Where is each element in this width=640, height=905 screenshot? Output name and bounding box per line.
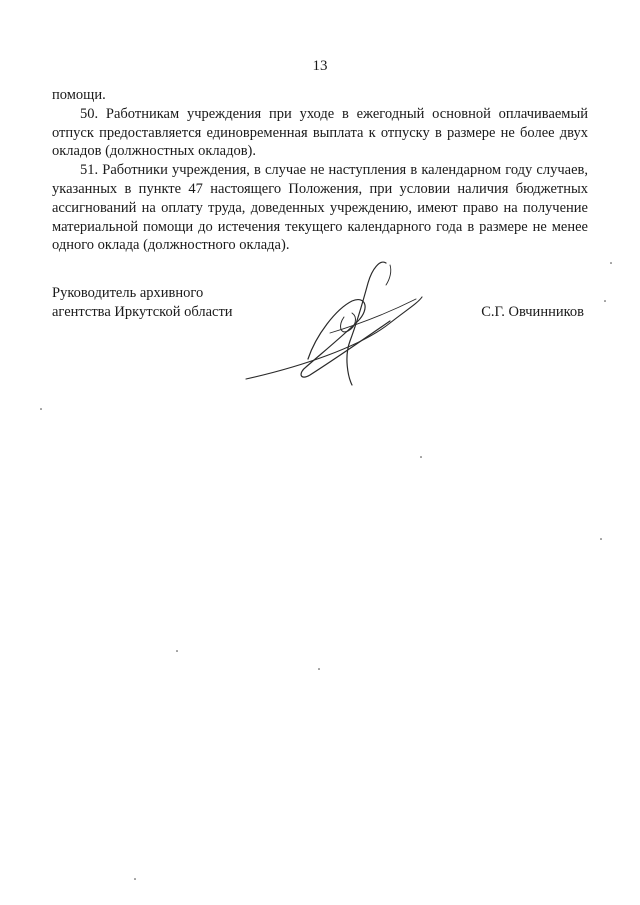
paragraph-continuation: помощи. (52, 87, 106, 103)
signatory-title-line-2: агентства Иркутской области (52, 303, 233, 320)
handwritten-signature (240, 255, 440, 395)
scan-speck (134, 878, 136, 880)
signatory-title-line-1: Руководитель архивного (52, 285, 204, 301)
page-number: 13 (312, 58, 328, 74)
scan-speck (318, 668, 320, 670)
scan-speck (600, 538, 602, 540)
paragraph-51: 51. Работники учреждения, в случае не наступления в календарном году случаев, указанных в пункте 47 настоящего Положения, при условии наличия бюджетных ассигнований на оплату труда, доведенных учреждению, имеют право на получение материальной помощи до истечения текущего календарного года в размере не менее одного оклада (должностного оклада). (52, 162, 588, 254)
scan-speck (40, 408, 42, 410)
document-body (52, 86, 588, 255)
scan-speck (604, 300, 606, 302)
scan-speck (176, 650, 178, 652)
paragraph-50: 50. Работникам учреждения при уходе в ежегодный основной оплачиваемый отпуск предоставляется единовременная выплата к отпуску в размере не более двух окладов (должностных окладов). (52, 105, 588, 160)
signatory-name: С.Г. Овчинников (481, 304, 584, 320)
signatory-title (52, 284, 233, 322)
scan-speck (610, 262, 612, 264)
scan-speck (420, 456, 422, 458)
